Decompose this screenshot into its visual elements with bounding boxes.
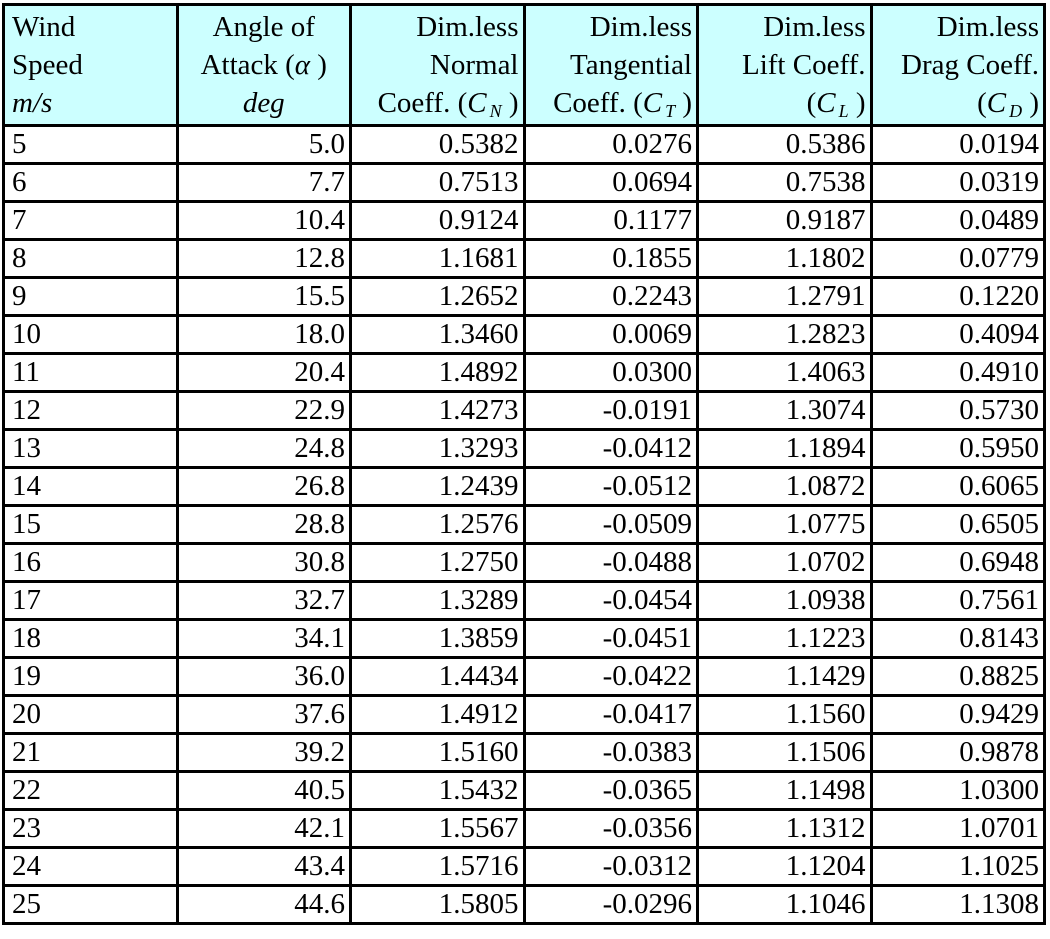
cell-normal-coeff: 1.3293 [351,430,525,468]
cell-drag-coeff: 0.6505 [871,506,1045,544]
cell-angle-of-attack: 22.9 [177,392,351,430]
cell-normal-coeff: 1.1681 [351,240,525,278]
table-header [4,5,1045,126]
cell-wind-speed: 9 [4,278,178,316]
header-line: Drag Coeff. [901,49,1039,81]
cell-normal-coeff: 1.4273 [351,392,525,430]
cell-lift-coeff: 1.1802 [698,240,872,278]
header-line: Coeff. (C $_T$ ) [553,87,692,122]
table-row [4,278,1045,316]
cell-tangential-coeff: -0.0383 [524,734,698,772]
cell-wind-speed: 7 [4,202,178,240]
cell-wind-speed: 21 [4,734,178,772]
cell-angle-of-attack: 20.4 [177,354,351,392]
table-row [4,164,1045,202]
cell-tangential-coeff: 0.1177 [524,202,698,240]
header-line: Dim.less [936,11,1039,43]
cell-tangential-coeff: -0.0488 [524,544,698,582]
table-row [4,810,1045,848]
header-line: Dim.less [589,11,692,43]
cell-normal-coeff: 0.9124 [351,202,525,240]
cell-drag-coeff: 1.0701 [871,810,1045,848]
cell-wind-speed: 11 [4,354,178,392]
cell-drag-coeff: 0.0779 [871,240,1045,278]
cell-normal-coeff: 1.3859 [351,620,525,658]
cell-tangential-coeff: -0.0191 [524,392,698,430]
cell-normal-coeff: 1.5432 [351,772,525,810]
cell-tangential-coeff: 0.0300 [524,354,698,392]
cell-angle-of-attack: 37.6 [177,696,351,734]
cell-angle-of-attack: 26.8 [177,468,351,506]
cell-lift-coeff: 1.2791 [698,278,872,316]
header-line: Lift Coeff. [742,49,866,81]
cell-drag-coeff: 0.9878 [871,734,1045,772]
cell-angle-of-attack: 36.0 [177,658,351,696]
cell-angle-of-attack: 44.6 [177,886,351,924]
cell-tangential-coeff: 0.0276 [524,126,698,164]
cell-lift-coeff: 1.1204 [698,848,872,886]
column-header-angle-of-attack [177,5,351,126]
header-line: Dim.less [416,11,519,43]
cell-normal-coeff: 1.2439 [351,468,525,506]
cell-angle-of-attack: 28.8 [177,506,351,544]
cell-normal-coeff: 0.5382 [351,126,525,164]
table-row [4,506,1045,544]
cell-tangential-coeff: -0.0412 [524,430,698,468]
cell-drag-coeff: 1.1308 [871,886,1045,924]
cell-normal-coeff: 1.5567 [351,810,525,848]
table-row [4,468,1045,506]
cell-tangential-coeff: -0.0417 [524,696,698,734]
cell-normal-coeff: 1.5805 [351,886,525,924]
cell-lift-coeff: 1.1560 [698,696,872,734]
cell-drag-coeff: 0.6948 [871,544,1045,582]
cell-lift-coeff: 1.1046 [698,886,872,924]
cell-lift-coeff: 0.5386 [698,126,872,164]
table-row [4,430,1045,468]
cell-drag-coeff: 0.1220 [871,278,1045,316]
header-line: Tangential [570,49,692,81]
cell-wind-speed: 25 [4,886,178,924]
aero-coefficients-table [2,3,1046,925]
table-row [4,772,1045,810]
cell-normal-coeff: 1.2750 [351,544,525,582]
cell-tangential-coeff: -0.0451 [524,620,698,658]
header-line: (C $_L$ ) [806,87,866,122]
table-row [4,544,1045,582]
cell-normal-coeff: 1.4434 [351,658,525,696]
cell-wind-speed: 5 [4,126,178,164]
cell-lift-coeff: 1.0775 [698,506,872,544]
cell-normal-coeff: 1.4912 [351,696,525,734]
table-row [4,240,1045,278]
cell-drag-coeff: 0.5950 [871,430,1045,468]
header-row [4,5,1045,126]
cell-lift-coeff: 1.1498 [698,772,872,810]
cell-wind-speed: 18 [4,620,178,658]
header-line: Attack (α ) [200,49,327,81]
table-row [4,886,1045,924]
cell-tangential-coeff: -0.0509 [524,506,698,544]
cell-normal-coeff: 1.2652 [351,278,525,316]
header-line: Coeff. (C $_N$ ) [377,87,519,122]
cell-wind-speed: 8 [4,240,178,278]
cell-angle-of-attack: 12.8 [177,240,351,278]
cell-drag-coeff: 0.0319 [871,164,1045,202]
cell-drag-coeff: 0.6065 [871,468,1045,506]
cell-lift-coeff: 1.1312 [698,810,872,848]
cell-normal-coeff: 0.7513 [351,164,525,202]
cell-lift-coeff: 1.3074 [698,392,872,430]
header-line: Normal [429,49,519,81]
cell-wind-speed: 22 [4,772,178,810]
cell-tangential-coeff: -0.0512 [524,468,698,506]
cell-angle-of-attack: 34.1 [177,620,351,658]
cell-tangential-coeff: -0.0356 [524,810,698,848]
cell-angle-of-attack: 18.0 [177,316,351,354]
cell-tangential-coeff: -0.0312 [524,848,698,886]
header-line: m/s [12,87,53,119]
cell-drag-coeff: 0.4094 [871,316,1045,354]
cell-wind-speed: 13 [4,430,178,468]
cell-tangential-coeff: 0.2243 [524,278,698,316]
cell-wind-speed: 12 [4,392,178,430]
table-row [4,696,1045,734]
cell-wind-speed: 14 [4,468,178,506]
table-row [4,316,1045,354]
cell-angle-of-attack: 40.5 [177,772,351,810]
cell-normal-coeff: 1.3460 [351,316,525,354]
cell-drag-coeff: 0.0194 [871,126,1045,164]
cell-lift-coeff: 1.1429 [698,658,872,696]
cell-lift-coeff: 1.1506 [698,734,872,772]
cell-angle-of-attack: 32.7 [177,582,351,620]
cell-lift-coeff: 0.9187 [698,202,872,240]
cell-lift-coeff: 1.1223 [698,620,872,658]
table-row [4,202,1045,240]
cell-drag-coeff: 1.0300 [871,772,1045,810]
cell-tangential-coeff: -0.0454 [524,582,698,620]
table-row [4,848,1045,886]
cell-wind-speed: 17 [4,582,178,620]
cell-angle-of-attack: 39.2 [177,734,351,772]
column-header-wind-speed [4,5,178,126]
cell-lift-coeff: 0.7538 [698,164,872,202]
table-row [4,658,1045,696]
cell-wind-speed: 24 [4,848,178,886]
cell-tangential-coeff: -0.0296 [524,886,698,924]
cell-normal-coeff: 1.4892 [351,354,525,392]
header-line: Angle of [212,11,315,43]
table-row [4,582,1045,620]
cell-drag-coeff: 0.4910 [871,354,1045,392]
column-header-tangential-coeff [524,5,698,126]
cell-lift-coeff: 1.0938 [698,582,872,620]
table-body [4,126,1045,924]
cell-lift-coeff: 1.2823 [698,316,872,354]
cell-wind-speed: 6 [4,164,178,202]
cell-drag-coeff: 0.0489 [871,202,1045,240]
cell-angle-of-attack: 15.5 [177,278,351,316]
cell-drag-coeff: 0.7561 [871,582,1045,620]
cell-wind-speed: 19 [4,658,178,696]
cell-lift-coeff: 1.0702 [698,544,872,582]
header-line: Dim.less [763,11,866,43]
cell-normal-coeff: 1.2576 [351,506,525,544]
cell-drag-coeff: 0.5730 [871,392,1045,430]
cell-wind-speed: 20 [4,696,178,734]
cell-drag-coeff: 1.1025 [871,848,1045,886]
table-row [4,734,1045,772]
header-line: Wind [12,11,76,43]
table-row [4,126,1045,164]
cell-angle-of-attack: 24.8 [177,430,351,468]
table-row [4,620,1045,658]
cell-tangential-coeff: -0.0365 [524,772,698,810]
cell-angle-of-attack: 30.8 [177,544,351,582]
header-line: Speed [12,49,83,81]
cell-wind-speed: 16 [4,544,178,582]
cell-wind-speed: 15 [4,506,178,544]
cell-normal-coeff: 1.3289 [351,582,525,620]
cell-normal-coeff: 1.5160 [351,734,525,772]
cell-tangential-coeff: 0.0069 [524,316,698,354]
table-row [4,392,1045,430]
cell-tangential-coeff: 0.0694 [524,164,698,202]
cell-angle-of-attack: 43.4 [177,848,351,886]
cell-angle-of-attack: 7.7 [177,164,351,202]
cell-lift-coeff: 1.0872 [698,468,872,506]
column-header-normal-coeff [351,5,525,126]
cell-lift-coeff: 1.4063 [698,354,872,392]
cell-normal-coeff: 1.5716 [351,848,525,886]
cell-tangential-coeff: -0.0422 [524,658,698,696]
header-line: deg [242,87,285,119]
cell-angle-of-attack: 10.4 [177,202,351,240]
cell-tangential-coeff: 0.1855 [524,240,698,278]
column-header-drag-coeff [871,5,1045,126]
header-line: (C $_D$ ) [977,87,1039,122]
cell-drag-coeff: 0.9429 [871,696,1045,734]
table-row [4,354,1045,392]
cell-lift-coeff: 1.1894 [698,430,872,468]
cell-wind-speed: 23 [4,810,178,848]
cell-angle-of-attack: 5.0 [177,126,351,164]
column-header-lift-coeff [698,5,872,126]
cell-angle-of-attack: 42.1 [177,810,351,848]
cell-drag-coeff: 0.8825 [871,658,1045,696]
cell-wind-speed: 10 [4,316,178,354]
cell-drag-coeff: 0.8143 [871,620,1045,658]
